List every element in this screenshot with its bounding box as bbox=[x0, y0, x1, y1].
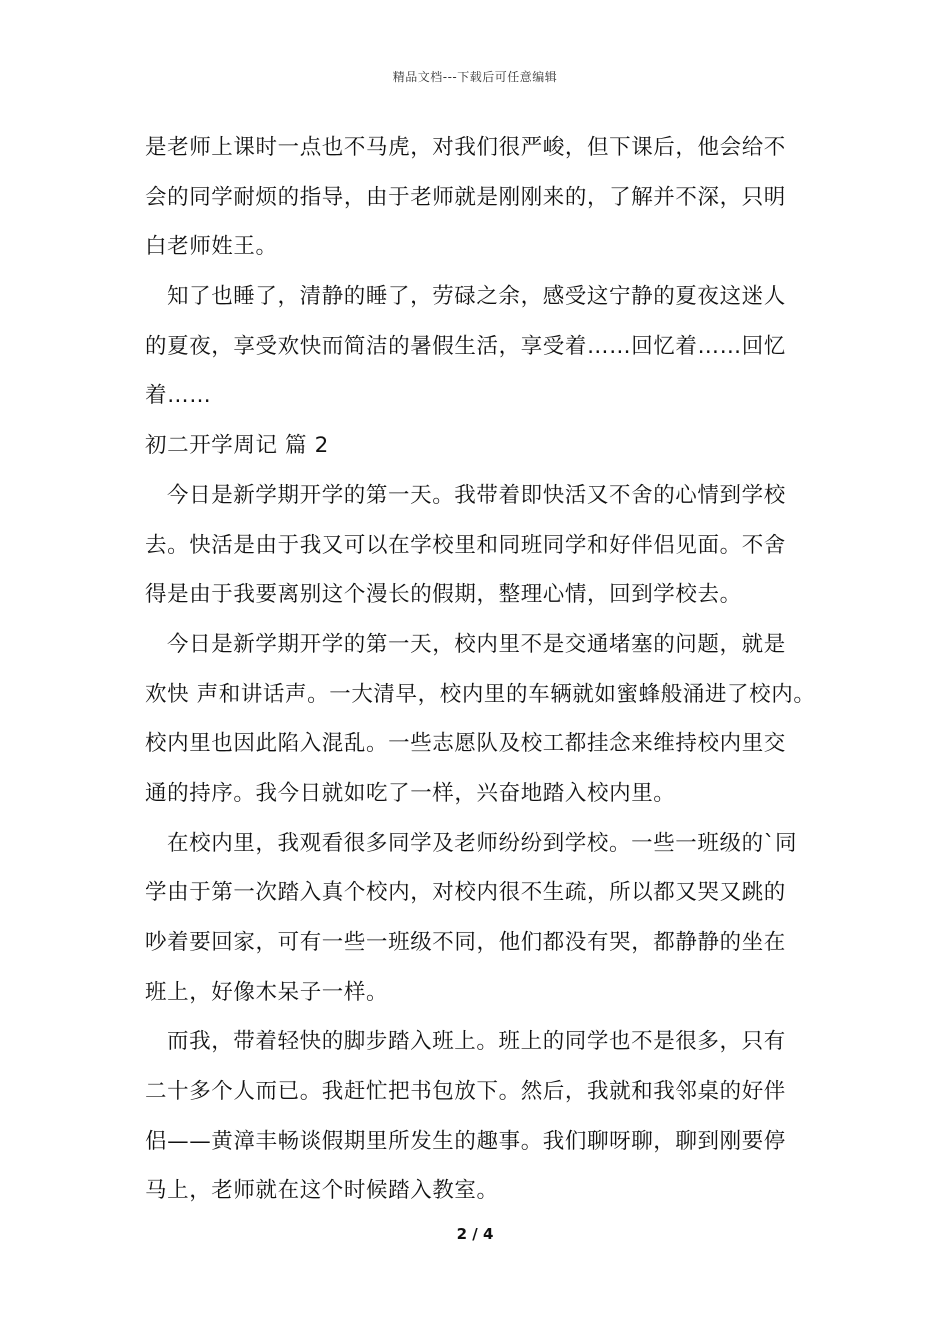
document-body bbox=[145, 128, 817, 1221]
text-line: 班上，好像木呆子一样。 bbox=[145, 979, 389, 1005]
text-line: 去。快活是由于我又可以在学校里和同班同学和好伴侣见面。不舍 bbox=[145, 532, 786, 558]
text-line: 侣——黄漳丰畅谈假期里所发生的趣事。我们聊呀聊，聊到刚要停 bbox=[145, 1128, 786, 1154]
text-line: 学由于第一次踏入真个校内，对校内很不生疏，所以都又哭又跳的 bbox=[145, 880, 786, 906]
text-line: 通的持序。我今日就如吃了一样，兴奋地踏入校内里。 bbox=[145, 780, 676, 806]
section-heading: 初二开学周记 篇 2 bbox=[145, 433, 329, 459]
text-line: 是老师上课时一点也不马虎，对我们很严峻，但下课后，他会给不 bbox=[145, 135, 786, 160]
text-line: 二十多个人而已。我赶忙把书包放下。然后，我就和我邻桌的好伴 bbox=[145, 1079, 786, 1105]
page-header: 精品文档---下载后可任意编辑 bbox=[392, 70, 558, 84]
page-number: 2 / 4 bbox=[456, 1225, 494, 1243]
text-line: 今日是新学期开学的第一天。我带着即快活又不舍的心情到学校 bbox=[167, 482, 786, 508]
text-line: 知了也睡了，清静的睡了，劳碌之余，感受这宁静的夏夜这迷人 bbox=[167, 284, 786, 310]
text-line: 校内里也因此陷入混乱。一些志愿队及校工都挂念来维持校内里交 bbox=[145, 731, 786, 757]
text-line: 白老师姓王。 bbox=[145, 234, 278, 260]
text-line: 在校内里，我观看很多同学及老师纷纷到学校。一些一班级的`同 bbox=[167, 830, 798, 856]
text-line: 得是由于我要离别这个漫长的假期，整理心情，回到学校去。 bbox=[145, 582, 742, 608]
text-line: 吵着要回家，可有一些一班级不同，他们都没有哭，都静静的坐在 bbox=[145, 930, 786, 955]
text-line: 着…… bbox=[145, 383, 212, 409]
text-line: 的夏夜，享受欢快而简洁的暑假生活，享受着……回忆着……回忆 bbox=[145, 333, 786, 359]
text-line: 而我，带着轻快的脚步踏入班上。班上的同学也不是很多，只有 bbox=[167, 1029, 786, 1055]
text-line: 欢快 声和讲话声。一大清早，校内里的车辆就如蜜蜂般涌进了校内。 bbox=[145, 681, 816, 707]
text-line: 马上，老师就在这个时候踏入教室。 bbox=[145, 1178, 499, 1204]
text-line: 会的同学耐烦的指导，由于老师就是刚刚来的，了解并不深，只明 bbox=[145, 184, 786, 210]
text-line: 今日是新学期开学的第一天，校内里不是交通堵塞的问题，就是 bbox=[167, 631, 786, 657]
